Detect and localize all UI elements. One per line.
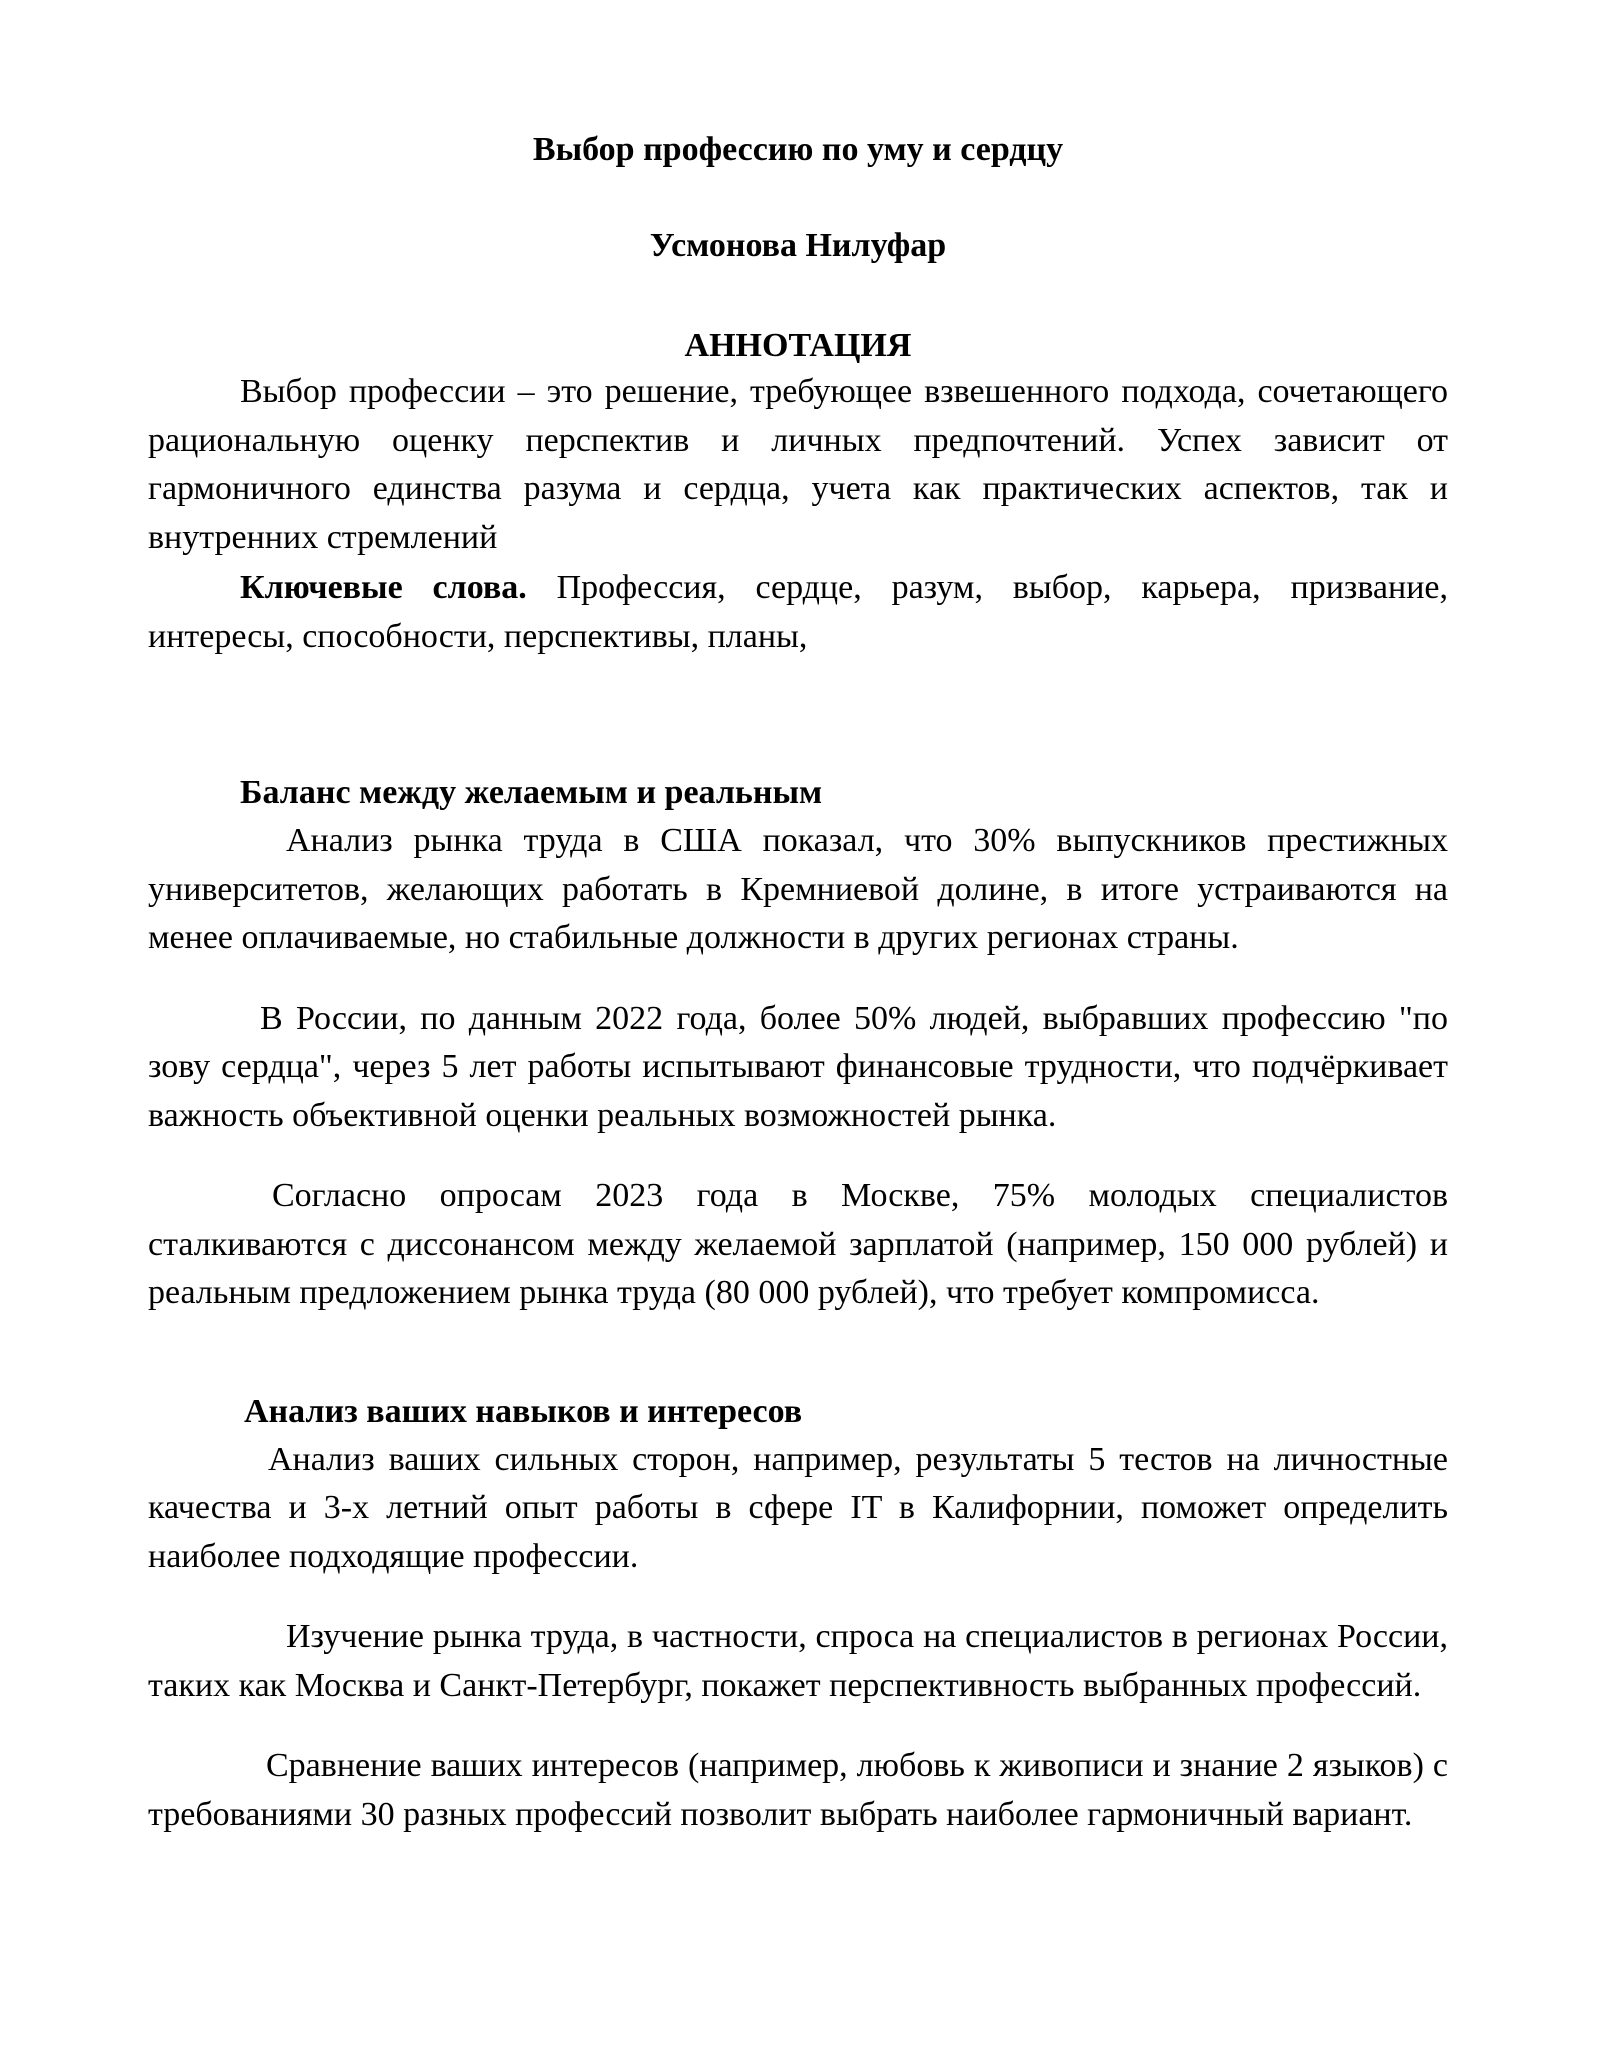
annotation-heading: АННОТАЦИЯ — [684, 327, 912, 364]
keywords-paragraph — [148, 564, 1448, 661]
section-heading-balance: Баланс между желаемым и реальным — [240, 774, 823, 811]
section1-paragraph-2: В России, по данным 2022 года, более 50% людей, выбравших профессию "по зову сердца", через 5 лет работы испытывают финансовые трудности, что подчёркивает важность объективной оценки реальных возможностей рынка. — [148, 999, 1448, 1134]
section-heading-skills: Анализ ваших навыков и интересов — [244, 1392, 803, 1430]
section2-paragraph-3: Сравнение ваших интересов (например, любовь к живописи и знание 2 языков) с требованиями 30 разных профессий позволит выбрать наиболее гармоничный вариант. — [148, 1747, 1448, 1833]
keywords-label: Ключевые слова. — [240, 569, 527, 606]
author-name: Усмонова Нилуфар — [649, 227, 947, 264]
section2-paragraph-1: Анализ ваших сильных сторон, например, результаты 5 тестов на личностные качества и 3-х летний опыт работы в сфере IT в Калифорнии, поможет определить наиболее подходящие профессии. — [148, 1440, 1448, 1575]
keywords-list: Профессия, сердце, разум, выбор, карьера, призвание, интересы, способности, перспективы, планы, — [148, 569, 1448, 655]
section1-paragraph-3: Согласно опросам 2023 года в Москве, 75% молодых специалистов сталкиваются с диссонансом между желаемой зарплатой (например, 150 000 рублей) и реальным предложением рынка труда (80 000 рублей), что требует компромисса. — [148, 1177, 1448, 1311]
annotation-text: Выбор профессии – это решение, требующее взвешенного подхода, сочетающего рациональную оценку перспектив и личных предпочтений. Успех зависит от гармоничного единства разума и сердца, учета как практических аспектов, так и внутренних стремлений — [148, 373, 1448, 556]
section1-paragraph-1: Анализ рынка труда в США показал, что 30% выпускников престижных университетов, желающих работать в Кремниевой долине, в итоге устраиваются на менее оплачиваемые, но стабильные должности в других регионах страны. — [148, 822, 1448, 956]
section2-paragraph-2: Изучение рынка труда, в частности, спроса на специалистов в регионах России, таких как Москва и Санкт-Петербург, покажет перспективность выбранных профессий. — [148, 1618, 1448, 1704]
document-title: Выбор профессию по уму и сердцу — [532, 131, 1064, 168]
document-body — [148, 128, 1448, 1839]
